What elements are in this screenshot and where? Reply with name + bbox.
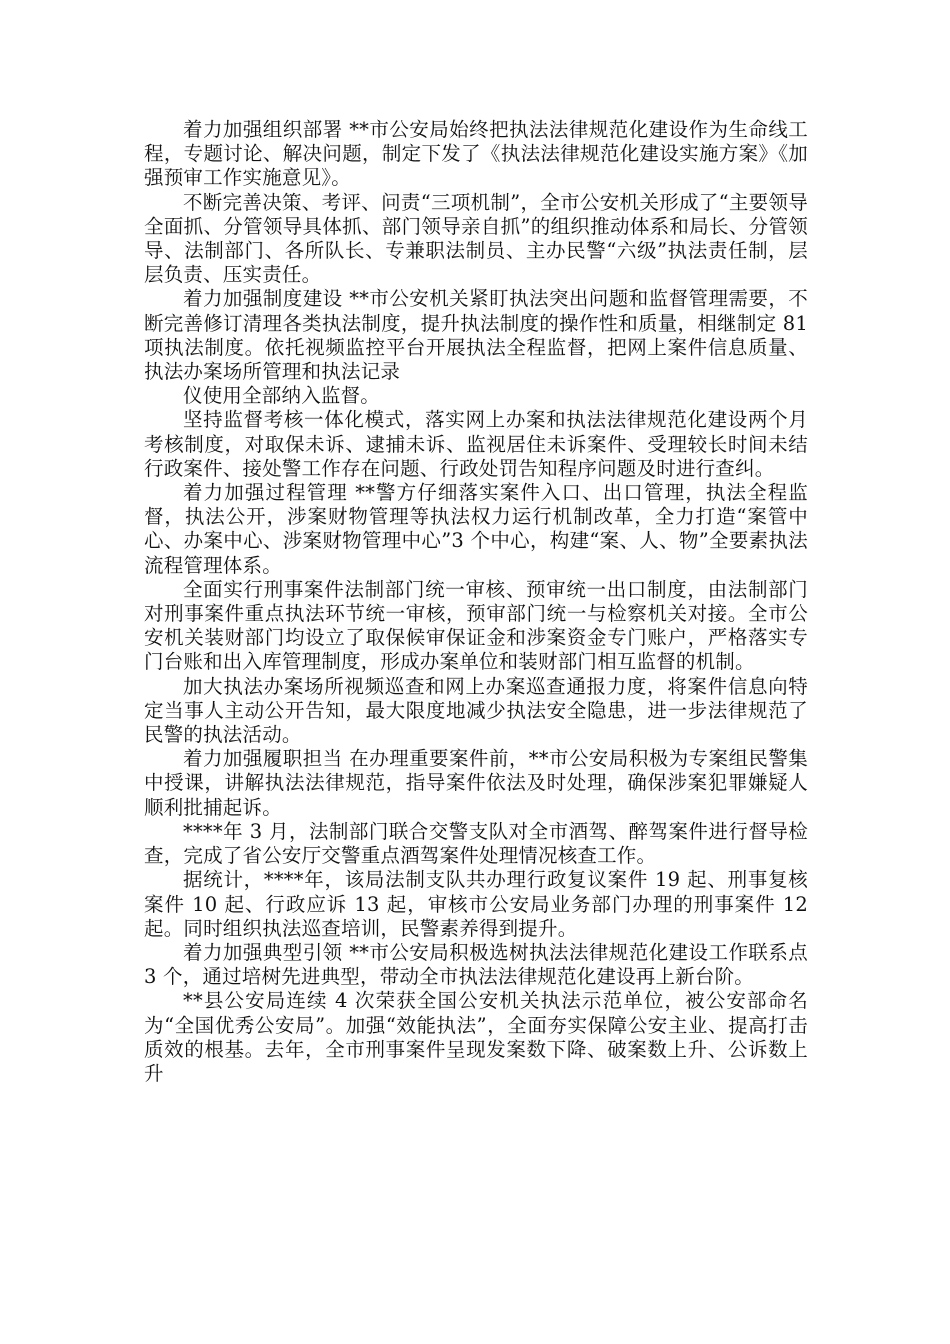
paragraph-assessment: 坚持监督考核一体化模式，落实网上办案和执法法律规范化建设两个月考核制度，对取保未诉、逮捕未诉、监视居住未诉案件、受理较长时间未结行政案件、接处警工作存在问题、行政处罚告知程序问题及时进行查纠。 [144, 408, 808, 480]
paragraph-statistics: 据统计，****年，该局法制支队共办理行政复议案件 19 起、刑事复核案件 10 起、行政应诉 13 起，审核市公安局业务部门办理的刑事案件 12 起。同时组织执法巡查培训，民警素养得到提升。 [144, 868, 808, 940]
paragraph-dui-inspection: ****年 3 月，法制部门联合交警支队对全市酒驾、醉驾案件进行督导检查，完成了省公安厅交警重点酒驾案件处理情况核查工作。 [144, 819, 808, 868]
paragraph-supervision-scope: 仪使用全部纳入监督。 [183, 384, 381, 408]
paragraph-review-system: 全面实行刑事案件法制部门统一审核、预审统一出口制度，由法制部门对刑事案件重点执法环节统一审核，预审部门统一与检察机关对接。全市公安机关装财部门均设立了取保候审保证金和涉案资金专门账户，严格落实专门台账和出入库管理制度，形成办案单位和装财部门相互监督的机制。 [144, 577, 808, 674]
paragraph-inspection: 加大执法办案场所视频巡查和网上办案巡查通报力度，将案件信息向特定当事人主动公开告知，最大限度地减少执法安全隐患，进一步法律规范了民警的执法活动。 [144, 674, 808, 747]
paragraph-model-guidance: 着力加强典型引领 **市公安局积极选树执法法律规范化建设工作联系点 3 个，通过培树先进典型，带动全市执法法律规范化建设再上新台阶。 [144, 940, 808, 989]
paragraph-organization: 着力加强组织部署 **市公安局始终把执法法律规范化建设作为生命线工程，专题讨论、解决问题，制定下发了《执法法律规范化建设实施方案》《加强预审工作实施意见》。 [144, 118, 808, 190]
paragraph-county-honor: **县公安局连续 4 次荣获全国公安机关执法示范单位，被公安部命名为“全国优秀公安局”。加强“效能执法”，全面夯实保障公安主业、提高打击质效的根基。去年，全市刑事案件呈现发案数下降、破案数上升、公诉数上升 [144, 989, 808, 1085]
paragraph-responsibility: 着力加强履职担当 在办理重要案件前，**市公安局积极为专案组民警集中授课，讲解执法法律规范，指导案件依法及时处理，确保涉案犯罪嫌疑人顺利批捕起诉。 [144, 747, 808, 819]
paragraph-mechanisms: 不断完善决策、考评、问责“三项机制”，全市公安机关形成了“主要领导全面抓、分管领导具体抓、部门领导亲自抓”的组织推动体系和局长、分管领导、法制部门、各所队长、专兼职法制员、主办民警“六级”执法责任制，层层负责、压实责任。 [144, 190, 808, 287]
paragraph-institution: 着力加强制度建设 **市公安机关紧盯执法突出问题和监督管理需要，不断完善修订清理各类执法制度，提升执法制度的操作性和质量，相继制定 81 项执法制度。依托视频监控平台开展执法全程监督，把网上案件信息质量、执法办案场所管理和执法记录 [144, 287, 808, 384]
paragraph-process-management: 着力加强过程管理 **警方仔细落实案件入口、出口管理，执法全程监督，执法公开，涉案财物管理等执法权力运行机制改革，全力打造“案管中心、办案中心、涉案财物管理中心”3 个中心，构建“案、人、物”全要素执法流程管理体系。 [144, 481, 808, 577]
